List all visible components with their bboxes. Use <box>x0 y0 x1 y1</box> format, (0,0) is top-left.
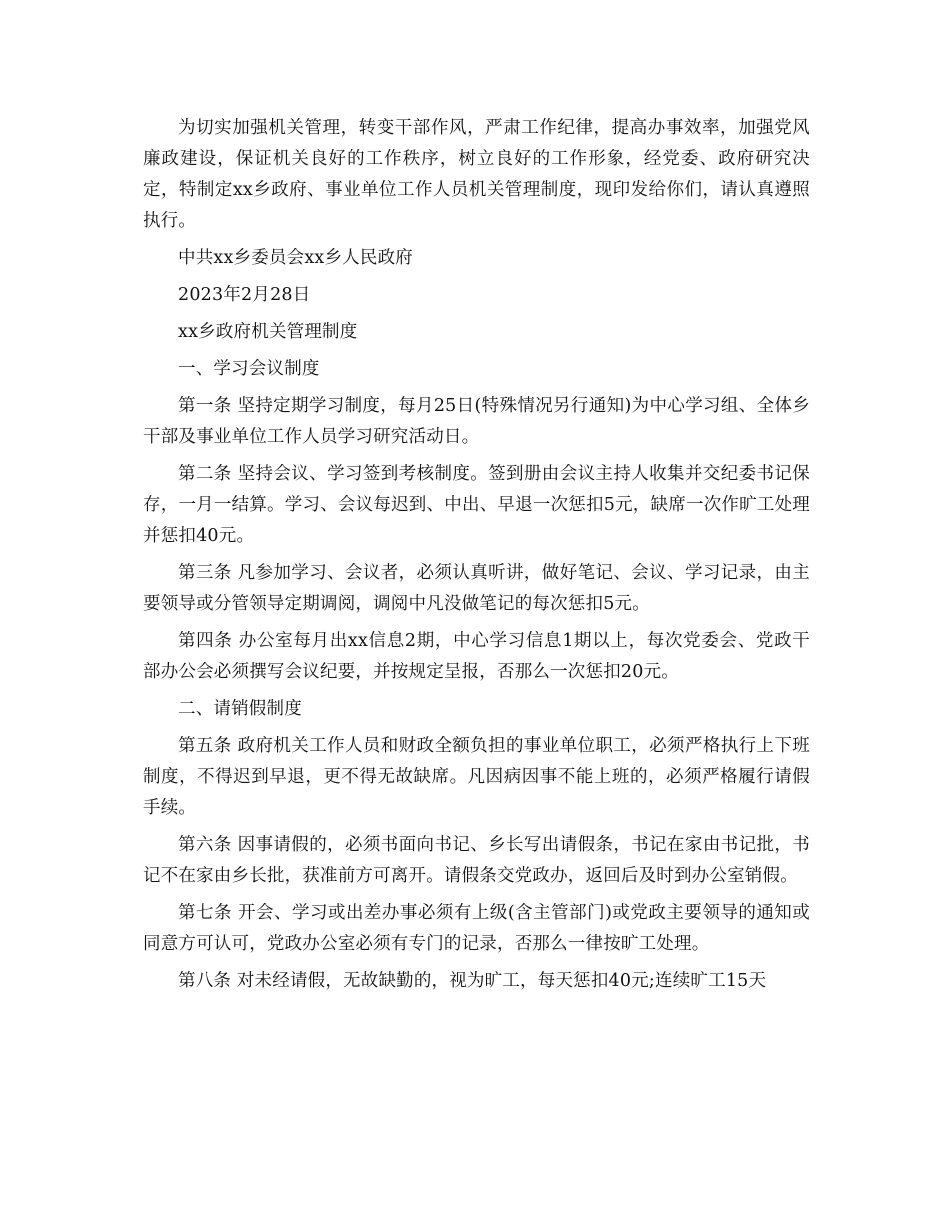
section-heading-1: 一、学习会议制度 <box>178 359 320 379</box>
article-1: 第一条 坚持定期学习制度，每月25日(特殊情况另行通知)为中心学习组、全体乡干部及事业单位工作人员学习研究活动日。 <box>143 396 810 447</box>
article-4: 第四条 办公室每月出xx信息2期，中心学习信息1期以上，每次党委会、党政干部办公会必须撰写会议纪要，并按规定呈报，否那么一次惩扣20元。 <box>143 631 810 682</box>
article-8: 第八条 对未经请假，无故缺勤的，视为旷工，每天惩扣40元;连续旷工15天 <box>178 971 767 991</box>
section-heading-2: 二、请销假制度 <box>178 699 302 719</box>
document-title: xx乡政府机关管理制度 <box>178 322 358 342</box>
article-6: 第六条 因事请假的，必须书面向书记、乡长写出请假条，书记在家由书记批，书记不在家由乡长批，获准前方可离开。请假条交党政办，返回后及时到办公室销假。 <box>143 835 810 886</box>
article-3: 第三条 凡参加学习、会议者，必须认真听讲，做好笔记、会议、学习记录，由主要领导或分管领导定期调阅，调阅中凡没做笔记的每次惩扣5元。 <box>143 563 810 614</box>
article-5: 第五条 政府机关工作人员和财政全额负担的事业单位职工，必须严格执行上下班制度，不得迟到早退，更不得无故缺席。凡因病因事不能上班的，必须严格履行请假手续。 <box>143 736 810 818</box>
date-line: 2023年2月28日 <box>178 285 311 305</box>
issuer-line: 中共xx乡委员会xx乡人民政府 <box>178 248 413 268</box>
article-7: 第七条 开会、学习或出差办事必须有上级(含主管部门)或党政主要领导的通知或同意方可认可，党政办公室必须有专门的记录，否那么一律按旷工处理。 <box>143 903 810 954</box>
article-2: 第二条 坚持会议、学习签到考核制度。签到册由会议主持人收集并交纪委书记保存，一月一结算。学习、会议每迟到、中出、早退一次惩扣5元，缺席一次作旷工处理并惩扣40元。 <box>143 464 810 546</box>
intro-paragraph: 为切实加强机关管理，转变干部作风，严肃工作纪律，提高办事效率，加强党风廉政建设，保证机关良好的工作秩序，树立良好的工作形象，经党委、政府研究决定，特制定xx乡政府、事业单位工作人员机关管理制度，现印发给你们，请认真遵照执行。 <box>143 118 810 231</box>
